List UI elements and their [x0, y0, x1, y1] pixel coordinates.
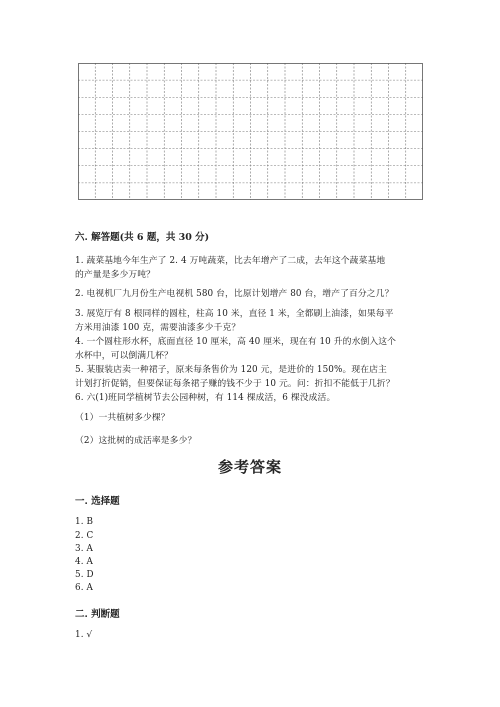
- answer-item: 2. C: [75, 531, 94, 541]
- problem-1-line-1: 1. 蔬菜基地今年生产了 2. 4 万吨蔬菜，比去年增产了二成，去年这个蔬菜基地: [75, 256, 386, 266]
- problem-1-line-2: 的产量是多少万吨？: [75, 270, 156, 280]
- answers-section2-title: 二. 判断题: [75, 609, 120, 620]
- answers-title: 参考答案: [217, 458, 282, 476]
- problem-6-line-1: 6. 六(1)班同学植树节去公园种树，有 114 棵成活，6 棵没成活。: [75, 393, 336, 403]
- answers-section1-title: 一. 选择题: [75, 496, 120, 507]
- problem-5-line-1: 5. 某服装店卖一种裙子，原来每条售价为 120 元，是进价的 150%。现在店主: [75, 365, 387, 375]
- answer-item: 1. B: [75, 517, 94, 527]
- problem-5-line-2: 计划打折促销，但要保证每条裙子赚的钱不少于 10 元。问：折扣不能低于几折？: [75, 379, 395, 389]
- section-six-title: 六. 解答题(共 6 题，共 30 分): [75, 232, 210, 243]
- problem-4-line-1: 4. 一个圆柱形水杯，底面直径 10 厘米，高 40 厘米，现在有 10 升的水倒入这个: [75, 337, 397, 347]
- answer-item: 1. √: [75, 630, 93, 640]
- problem-3-line-1: 3. 展览厅有 8 根同样的圆柱，柱高 10 米，直径 1 米，全都刷上油漆，如果每平: [75, 309, 394, 319]
- problem-6-sub-2: （2）这批树的成活率是多少？: [75, 436, 197, 446]
- answer-item: 6. A: [75, 583, 93, 593]
- problem-4-line-2: 水杯中，可以倒满几杯？: [75, 351, 173, 361]
- answer-item: 3. A: [75, 544, 93, 554]
- answer-item: 5. D: [75, 570, 94, 580]
- problem-2-line-1: 2. 电视机厂九月份生产电视机 580 台，比原计划增产 80 台，增产了百分之几？: [75, 289, 394, 299]
- problem-6-sub-1: （1）一共植树多少棵？: [75, 413, 170, 423]
- problem-3-line-2: 方米用油漆 100 克，需要油漆多少千克？: [75, 323, 241, 333]
- answer-item: 4. A: [75, 557, 93, 567]
- answer-grid: [78, 63, 423, 200]
